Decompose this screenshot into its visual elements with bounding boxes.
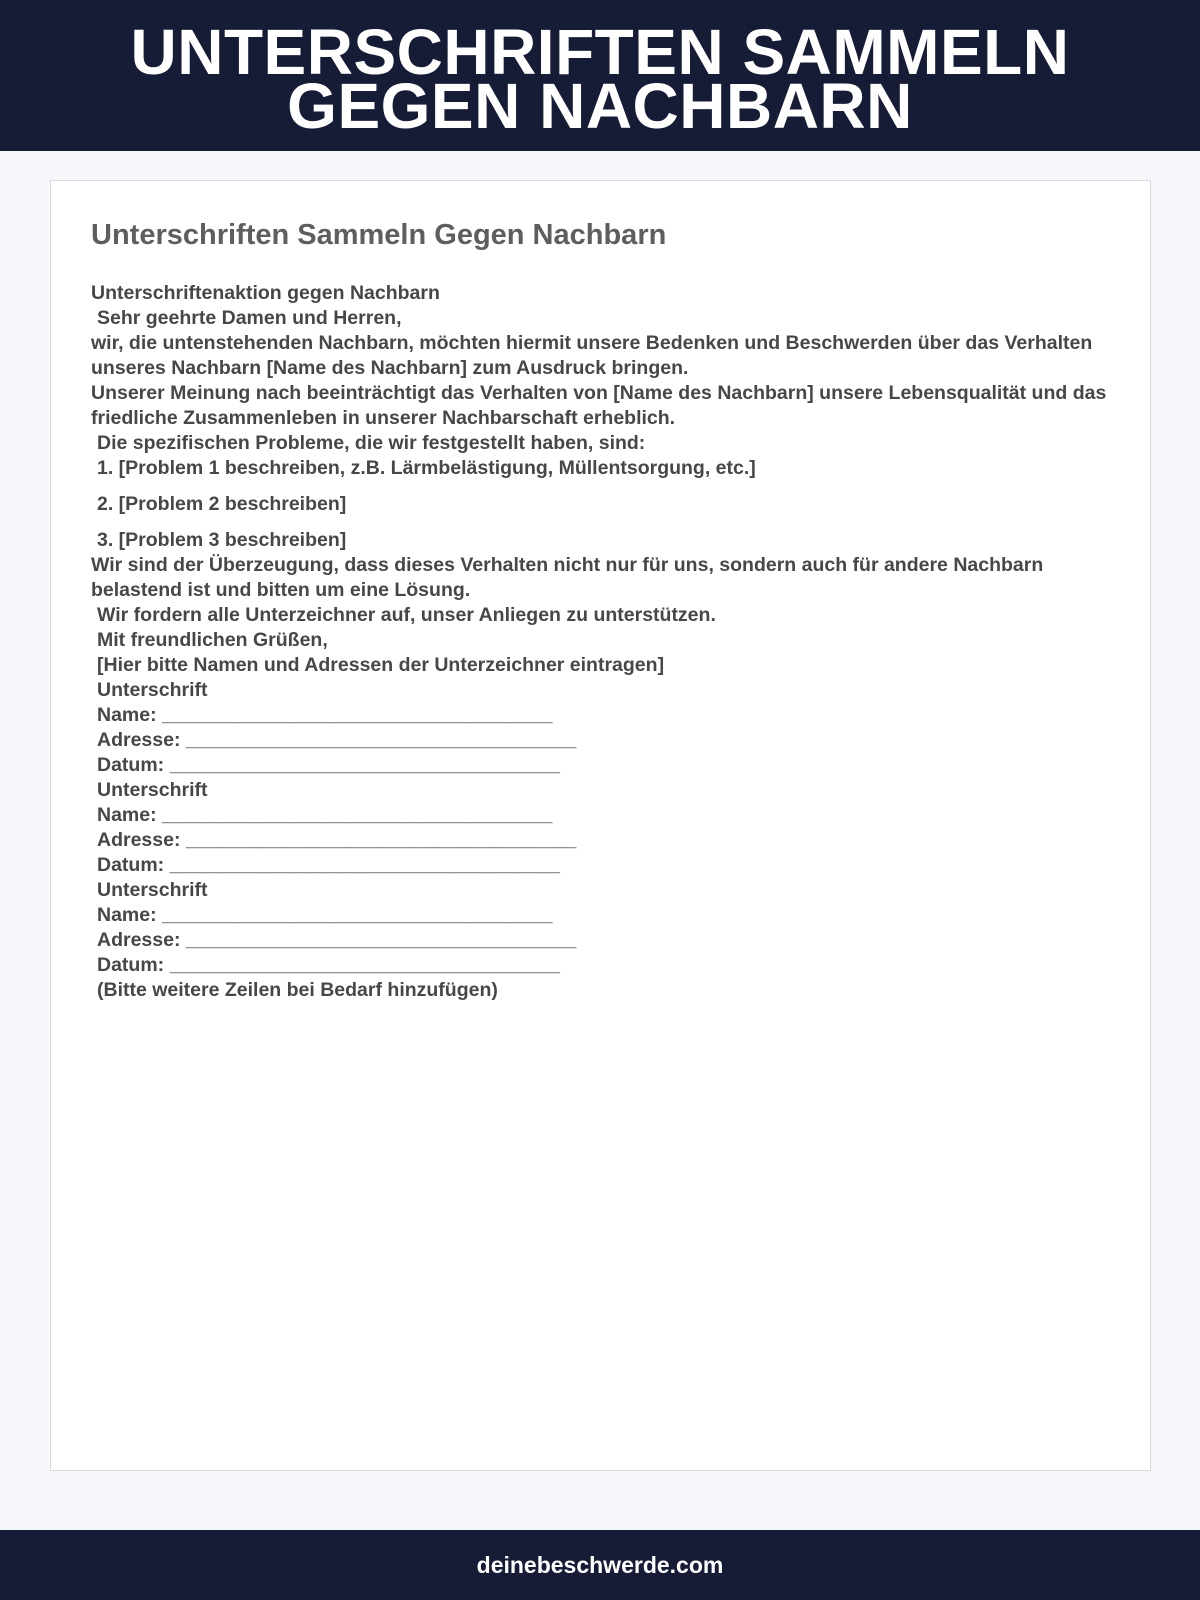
salutation: Sehr geehrte Damen und Herren,: [97, 307, 402, 329]
call-to-action: Wir fordern alle Unterzeichner auf, unser Anliegen zu unterstützen.: [97, 604, 716, 626]
date-field-line: Datum: ____________________________________: [97, 854, 561, 876]
document-body: [91, 281, 1111, 1003]
signature-heading: Unterschrift: [97, 779, 208, 801]
name-field-line: Name: ____________________________________: [97, 904, 553, 926]
address-field-line: Adresse: ____________________________________: [97, 729, 577, 751]
header-banner: [0, 0, 1200, 151]
document-card: [50, 180, 1151, 1471]
signature-heading: Unterschrift: [97, 879, 208, 901]
document-title: Unterschriften Sammeln Gegen Nachbarn: [91, 219, 667, 251]
footnote: (Bitte weitere Zeilen bei Bedarf hinzufügen): [97, 979, 498, 1001]
banner-title-line-1: UNTERSCHRIFTEN SAMMELN: [130, 15, 1070, 88]
address-field-line: Adresse: ____________________________________: [97, 929, 577, 951]
problems-intro: Die spezifischen Probleme, die wir festgestellt haben, sind:: [97, 432, 646, 454]
letter-heading: Unterschriftenaktion gegen Nachbarn: [91, 282, 440, 304]
signer-instruction: [Hier bitte Namen und Adressen der Unterzeichner eintragen]: [97, 654, 665, 676]
date-field-line: Datum: ____________________________________: [97, 754, 561, 776]
conviction-paragraph: Wir sind der Überzeugung, dass dieses Verhalten nicht nur für uns, sondern auch für andere Nachbarn belastend ist und bitten um eine Lösung.: [91, 554, 1044, 601]
opinion-paragraph: Unserer Meinung nach beeinträchtigt das Verhalten von [Name des Nachbarn] unsere Lebensqualität und das friedliche Zusammenleben in unserer Nachbarschaft erheblich.: [91, 382, 1107, 429]
name-field-line: Name: ____________________________________: [97, 804, 553, 826]
banner-title-line-2: GEGEN NACHBARN: [287, 69, 913, 142]
banner-title: [50, 15, 1150, 142]
signature-block: [91, 778, 1111, 878]
intro-paragraph: wir, die untenstehenden Nachbarn, möchten hiermit unsere Bedenken und Beschwerden über das Verhalten unseres Nachbarn [Name des Nachbarn] zum Ausdruck bringen.: [91, 332, 1093, 379]
closing: Mit freundlichen Grüßen,: [97, 629, 328, 651]
signature-heading: Unterschrift: [97, 679, 208, 701]
signature-block: [91, 678, 1111, 778]
problem-item: 1. [Problem 1 beschreiben, z.B. Lärmbelästigung, Müllentsorgung, etc.]: [97, 457, 756, 479]
signature-block: [91, 878, 1111, 978]
problem-item: 2. [Problem 2 beschreiben]: [97, 493, 347, 515]
name-field-line: Name: ____________________________________: [97, 704, 553, 726]
address-field-line: Adresse: ____________________________________: [97, 829, 577, 851]
problem-item: 3. [Problem 3 beschreiben]: [97, 529, 347, 551]
footer-bar: [0, 1530, 1200, 1600]
footer-site-link[interactable]: deinebeschwerde.com: [476, 1551, 724, 1578]
date-field-line: Datum: ____________________________________: [97, 954, 561, 976]
